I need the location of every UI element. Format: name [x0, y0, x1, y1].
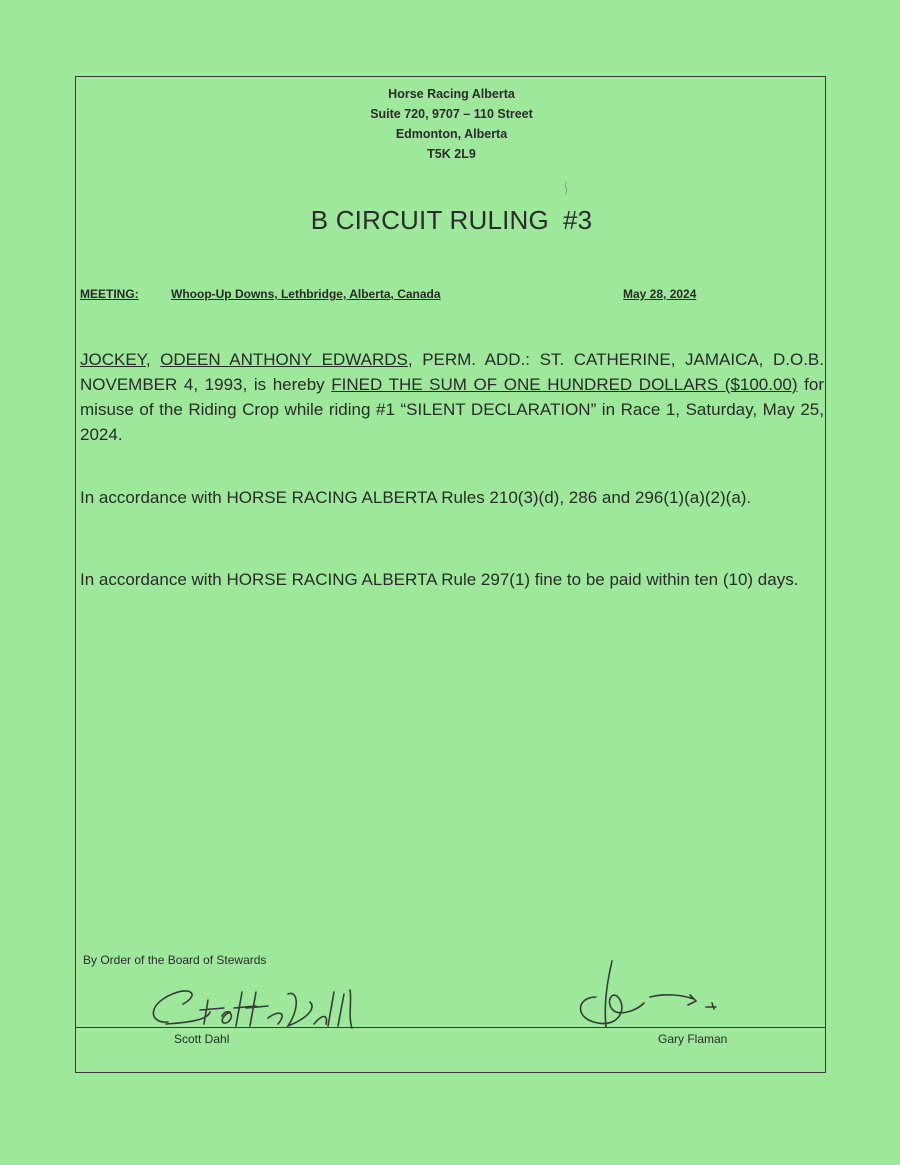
comma: ,	[145, 350, 161, 369]
ruling-number: #3	[562, 205, 593, 235]
steward-name-scott-dahl: Scott Dahl	[174, 1032, 230, 1046]
letterhead	[76, 84, 827, 164]
ruling-document	[75, 76, 826, 1073]
rules-paragraph: In accordance with HORSE RACING ALBERTA Rules 210(3)(d), 286 and 296(1)(a)(2)(a).	[80, 488, 752, 507]
detail-text: for misuse of the Riding Crop while riding #1 “SILENT DECLARATION” in Race 1, Saturday, May 25, 2024.	[80, 375, 824, 444]
order-statement: By Order of the Board of Stewards	[83, 953, 267, 967]
stray-mark	[563, 181, 569, 195]
org-name: Horse Racing Alberta	[388, 87, 515, 101]
fine-text: FINED THE SUM OF ONE HUNDRED DOLLARS ($100.00)	[331, 375, 798, 394]
address-line-1: Suite 720, 9707 – 110 Street	[370, 107, 533, 121]
role: JOCKEY	[80, 350, 146, 369]
signature-line	[76, 1027, 825, 1028]
meeting-date: May 28, 2024	[623, 287, 697, 301]
page-title	[76, 205, 827, 236]
payment-paragraph: In accordance with HORSE RACING ALBERTA Rule 297(1) fine to be paid within ten (10) days.	[80, 570, 799, 589]
meeting-row	[80, 287, 820, 307]
steward-name-gary-flaman: Gary Flaman	[658, 1032, 728, 1046]
address-text: , PERM. ADD.: ST. CATHERINE, JAMAICA, D.O.B. NOVEMBER 4, 1993, is hereby	[80, 350, 824, 394]
ruling-paragraph	[80, 347, 824, 447]
address-line-2: Edmonton, Alberta	[395, 127, 508, 141]
meeting-venue: Whoop-Up Downs, Lethbridge, Alberta, Canada	[171, 287, 441, 301]
postal-code: T5K 2L9	[427, 147, 476, 161]
signature-gary-flaman	[566, 957, 746, 1037]
meeting-label: MEETING:	[80, 287, 139, 301]
title-text: B CIRCUIT RULING	[310, 205, 549, 235]
person-name: ODEEN ANTHONY EDWARDS	[160, 350, 408, 369]
